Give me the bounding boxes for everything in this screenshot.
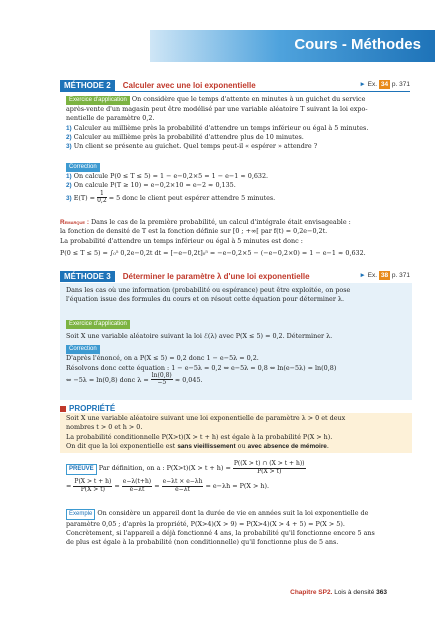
methode-3-intro: Dans les cas où une information (probabilité ou espérance) peut être exploitée, on pose l'équation issue des formules du cours et on résout cette équation pour déterminer λ.	[66, 286, 351, 304]
page-footer: Chapitre SP2. Lois à densité 363	[290, 589, 387, 596]
correction-tag: Correction	[66, 163, 100, 172]
methode-2-remarque: Remarque : Dans le cas de la première probabilité, un calcul d'intégrale était envisageable : la fonction de densité de T est la fonction définie sur [0 ; +∞[ par f(t) = 0,2e−0,2t. La probabilité d'attendre un temps inférieur ou égal à 5 minutes est donc : P(0 ≤ T ≤ 5) = ∫₀⁵ 0,2e−0,2t dt = [−e−0,2t]₀⁵ = −e−0,2×5 − (−e−0,2×0) = 1 − e−1 ≈ 0,632.	[60, 218, 412, 258]
question-3: 3) Un client se présente au guichet. Quel temps peut-il « espérer » attendre ?	[66, 142, 318, 151]
methode-3-exercise: Exercice d'application Soit X une variable aléatoire suivant la loi ℰ(λ) avec P(X ≤ 5) = 0,2. Déterminer λ. Correction D'après l'énoncé, on a P(X ≤ 5) = 0,2 donc 1 − e−5λ = 0,2. Résolvons donc cette équation : 1 − e−5λ = 0,2 ⇔ e−5λ = 0,8 ⇔ ln(e−5λ) = ln(0,8) ⇔ −5λ = ln(0,8) donc λ = $\frac{\ln(0,8)}{-5}$ ≈ 0,045.	[66, 321, 337, 387]
methode-2-rule	[60, 91, 410, 92]
preuve-block: PREUVE Par définition, on a : P(X>t)(X > t + h) = $\frac{P((X > t) \cap (X > t + h))}{P(X > t)}$ = $\frac{P(X > t + h)}{P(X > t)}$ = $\frac{e-\lambda(t+h)}{e-\lambda t}$ = $\frac{e-\lambda t \times e-\lambda h}{e-\lambda t}$ = e−λh = P(X > h).	[66, 460, 305, 493]
methode-2-header	[60, 80, 410, 91]
methode-2-label: MÉTHODE 2	[60, 80, 115, 91]
correction-2: 2) On calcule P(T ≥ 10) = e−0,2×10 = e−2 ≈ 0,135.	[66, 181, 236, 190]
correction-1: 1) On calcule P(0 ≤ T ≤ 5) = 1 − e−0,2×5 = 1 − e−1 ≈ 0,632.	[66, 172, 269, 180]
propriete-heading: PROPRIÉTÉ	[60, 403, 115, 415]
methode-2-exercise-ref[interactable]: ► Ex. 34 p. 371	[359, 81, 410, 88]
exercice-application-tag: Exercice d'application	[66, 96, 130, 105]
triangle-right-icon: ►	[359, 272, 366, 279]
red-square-icon	[60, 406, 66, 412]
correction-tag: Correction	[66, 345, 100, 354]
propriete-text: Soit X une variable aléatoire suivant une loi exponentielle de paramètre λ > 0 et deux nombres t > 0 et h > 0. La probabilité conditionnelle P(X>t)(X > t + h) est égale à la probabilité P(X > h). On dit que la loi exponentielle est sans vieillissement ou avec absence de mémoire.	[66, 414, 346, 450]
exercise-number-badge: 34	[380, 81, 389, 88]
preuve-tag: PREUVE	[66, 464, 97, 475]
exemple-tag: Exemple	[66, 509, 95, 520]
remarque-label: Remarque :	[60, 219, 89, 226]
methode-2-title: Calculer avec une loi exponentielle	[122, 81, 256, 90]
question-2: 2) Calculer au millième près la probabilité d'attendre plus de 10 minutes.	[66, 132, 304, 141]
methode-2-intro: Exercice d'application On considère que le temps d'attente en minutes à un guichet du service après-vente d'un magasin peut être modélisé par une variable aléatoire T suivant la loi expo- nentielle de paramètre 0,2. 1) Calculer au millième près la probabilité d'attendre un temps inférieur ou égal à 5 minutes. 2) Calculer au millième près la probabilité d'attendre plus de 10 minutes. 3) Un client se présente au guichet. Quel temps peut-il « espérer » attendre ?	[66, 95, 410, 151]
methode-3-label: MÉTHODE 3	[60, 271, 115, 282]
methode-3-title: Déterminer le paramètre λ d'une loi exponentielle	[122, 272, 310, 281]
remarque-integral: P(0 ≤ T ≤ 5) = ∫₀⁵ 0,2e−0,2t dt = [−e−0,2t]₀⁵ = −e−0,2×5 − (−e−0,2×0) = 1 − e−1 ≈ 0,632.	[60, 248, 366, 257]
triangle-right-icon: ►	[359, 81, 366, 88]
methode-3-exercise-ref[interactable]: ► Ex. 38 p. 371	[359, 272, 410, 279]
question-1: 1) Calculer au millième près la probabilité d'attendre un temps inférieur ou égal à 5 minutes.	[66, 123, 369, 132]
correction-3: 3) E(T) = $\frac{1}{0,2}$ = 5 donc le client peut espérer attendre 5 minutes.	[66, 189, 276, 205]
page-title: Cours - Méthodes	[294, 36, 421, 53]
exemple-block: Exemple On considère un appareil dont la durée de vie en années suit la loi exponentielle de paramètre 0,05 ; d'après la propriété, P(X>4)(X > 9) = P(X>4)(X > 4 + 5) = P(X > 5). Concrètement, si l'appareil a déjà fonctionné 4 ans, la probabilité qu'il fonctionne encore 5 ans de plus est égale à la probabilité (non conditionnelle) qu'il fonctionne plus de 5 ans.	[66, 509, 375, 547]
methode-2-correction	[66, 162, 410, 205]
methode-3-header	[60, 271, 410, 282]
exercise-number-badge: 38	[380, 272, 389, 279]
exercice-application-tag: Exercice d'application	[66, 320, 130, 329]
